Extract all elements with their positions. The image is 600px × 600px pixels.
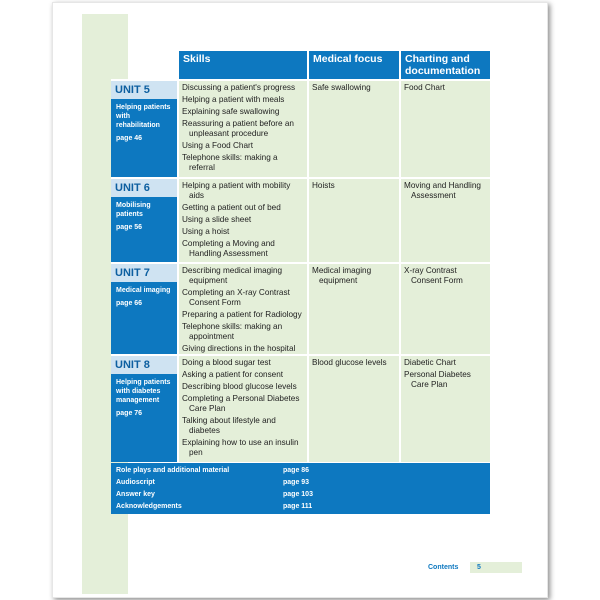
running-footer-label: Contents — [428, 564, 459, 571]
unit-row — [111, 354, 490, 462]
header-spacer — [111, 51, 177, 79]
unit-subtitle: Helping patients with diabetes management — [116, 379, 171, 404]
header-charting: Charting and documentation — [399, 51, 490, 79]
unit-label-block[interactable] — [111, 179, 177, 262]
unit-label-block[interactable] — [111, 264, 177, 354]
skill-item: Using a Food Chart — [182, 141, 253, 150]
medical-focus-text: Medical imaging equipment — [312, 266, 372, 285]
header-medical-focus: Medical focus — [307, 51, 399, 79]
skill-item: Giving directions in the hospital — [182, 344, 296, 353]
unit-title: UNIT 8 — [111, 356, 177, 374]
skill-item: Telephone skills: making an appointment — [182, 322, 283, 341]
medical-focus-text: Blood glucose levels — [312, 358, 387, 367]
skill-item: Explaining how to use an insulin pen — [182, 438, 299, 457]
extras-label[interactable]: Audioscript — [116, 479, 155, 486]
extras-page-ref: page 111 — [283, 503, 313, 510]
extras-page-ref: page 93 — [283, 479, 310, 486]
charting-item: Personal Diabetes Care Plan — [404, 370, 471, 389]
charting-cell — [399, 264, 490, 354]
skill-item: Reassuring a patient before an unpleasant procedure — [182, 119, 294, 138]
skill-item: Completing a Personal Diabetes Care Plan — [182, 394, 300, 413]
extras-box — [111, 463, 490, 514]
medical-focus-cell — [307, 179, 399, 262]
skill-item: Getting a patient out of bed — [182, 203, 281, 212]
charting-item: X-ray Contrast Consent Form — [404, 266, 463, 285]
skill-item: Explaining safe swallowing — [182, 107, 280, 116]
page-number: 5 — [470, 562, 522, 573]
skill-item: Helping a patient with mobility aids — [182, 181, 291, 200]
skill-item: Completing an X-ray Contrast Consent Form — [182, 288, 290, 307]
skills-cell — [177, 179, 307, 262]
unit-title: UNIT 5 — [111, 81, 177, 99]
extras-label[interactable]: Answer key — [116, 491, 155, 498]
medical-focus-cell — [307, 81, 399, 177]
skill-item: Completing a Moving and Handling Assessment — [182, 239, 275, 258]
header-skills: Skills — [177, 51, 307, 79]
skills-cell — [177, 264, 307, 354]
skill-item: Doing a blood sugar test — [182, 358, 271, 367]
extras-label[interactable]: Acknowledgements — [116, 503, 182, 510]
charting-cell — [399, 81, 490, 177]
skill-item: Helping a patient with meals — [182, 95, 285, 104]
unit-row — [111, 177, 490, 262]
charting-cell — [399, 356, 490, 462]
unit-page-ref: page 56 — [116, 224, 143, 231]
extras-page-ref: page 86 — [283, 467, 310, 474]
skill-item: Using a hoist — [182, 227, 230, 236]
skills-cell — [177, 356, 307, 462]
skill-item: Describing medical imaging equipment — [182, 266, 283, 285]
charting-item: Moving and Handling Assessment — [404, 181, 481, 200]
charting-cell — [399, 179, 490, 262]
charting-item: Diabetic Chart — [404, 358, 456, 367]
table-header — [111, 51, 490, 79]
skill-item: Talking about lifestyle and diabetes — [182, 416, 276, 435]
extras-label[interactable]: Role plays and additional material — [116, 467, 230, 474]
medical-focus-text: Safe swallowing — [312, 83, 371, 92]
unit-row — [111, 79, 490, 177]
skills-cell — [177, 81, 307, 177]
skill-item: Using a slide sheet — [182, 215, 252, 224]
unit-row — [111, 262, 490, 354]
skill-item: Discussing a patient's progress — [182, 83, 296, 92]
extras-page-ref: page 103 — [283, 491, 313, 498]
skill-item: Describing blood glucose levels — [182, 382, 297, 391]
unit-label-block[interactable] — [111, 81, 177, 177]
unit-page-ref: page 66 — [116, 300, 143, 307]
unit-title: UNIT 6 — [111, 179, 177, 197]
unit-subtitle: Medical imaging — [116, 287, 171, 294]
unit-page-ref: page 46 — [116, 135, 143, 142]
skill-item: Preparing a patient for Radiology — [182, 310, 302, 319]
medical-focus-text: Hoists — [312, 181, 335, 190]
charting-item: Food Chart — [404, 83, 445, 92]
medical-focus-cell — [307, 356, 399, 462]
contents-table — [111, 51, 490, 462]
medical-focus-cell — [307, 264, 399, 354]
skill-item: Telephone skills: making a referral — [182, 153, 278, 172]
unit-subtitle: Mobilising patients — [116, 202, 151, 218]
skill-item: Asking a patient for consent — [182, 370, 284, 379]
unit-title: UNIT 7 — [111, 264, 177, 282]
unit-label-block[interactable] — [111, 356, 177, 462]
unit-subtitle: Helping patients with rehabilitation — [116, 104, 171, 129]
unit-page-ref: page 76 — [116, 410, 143, 417]
